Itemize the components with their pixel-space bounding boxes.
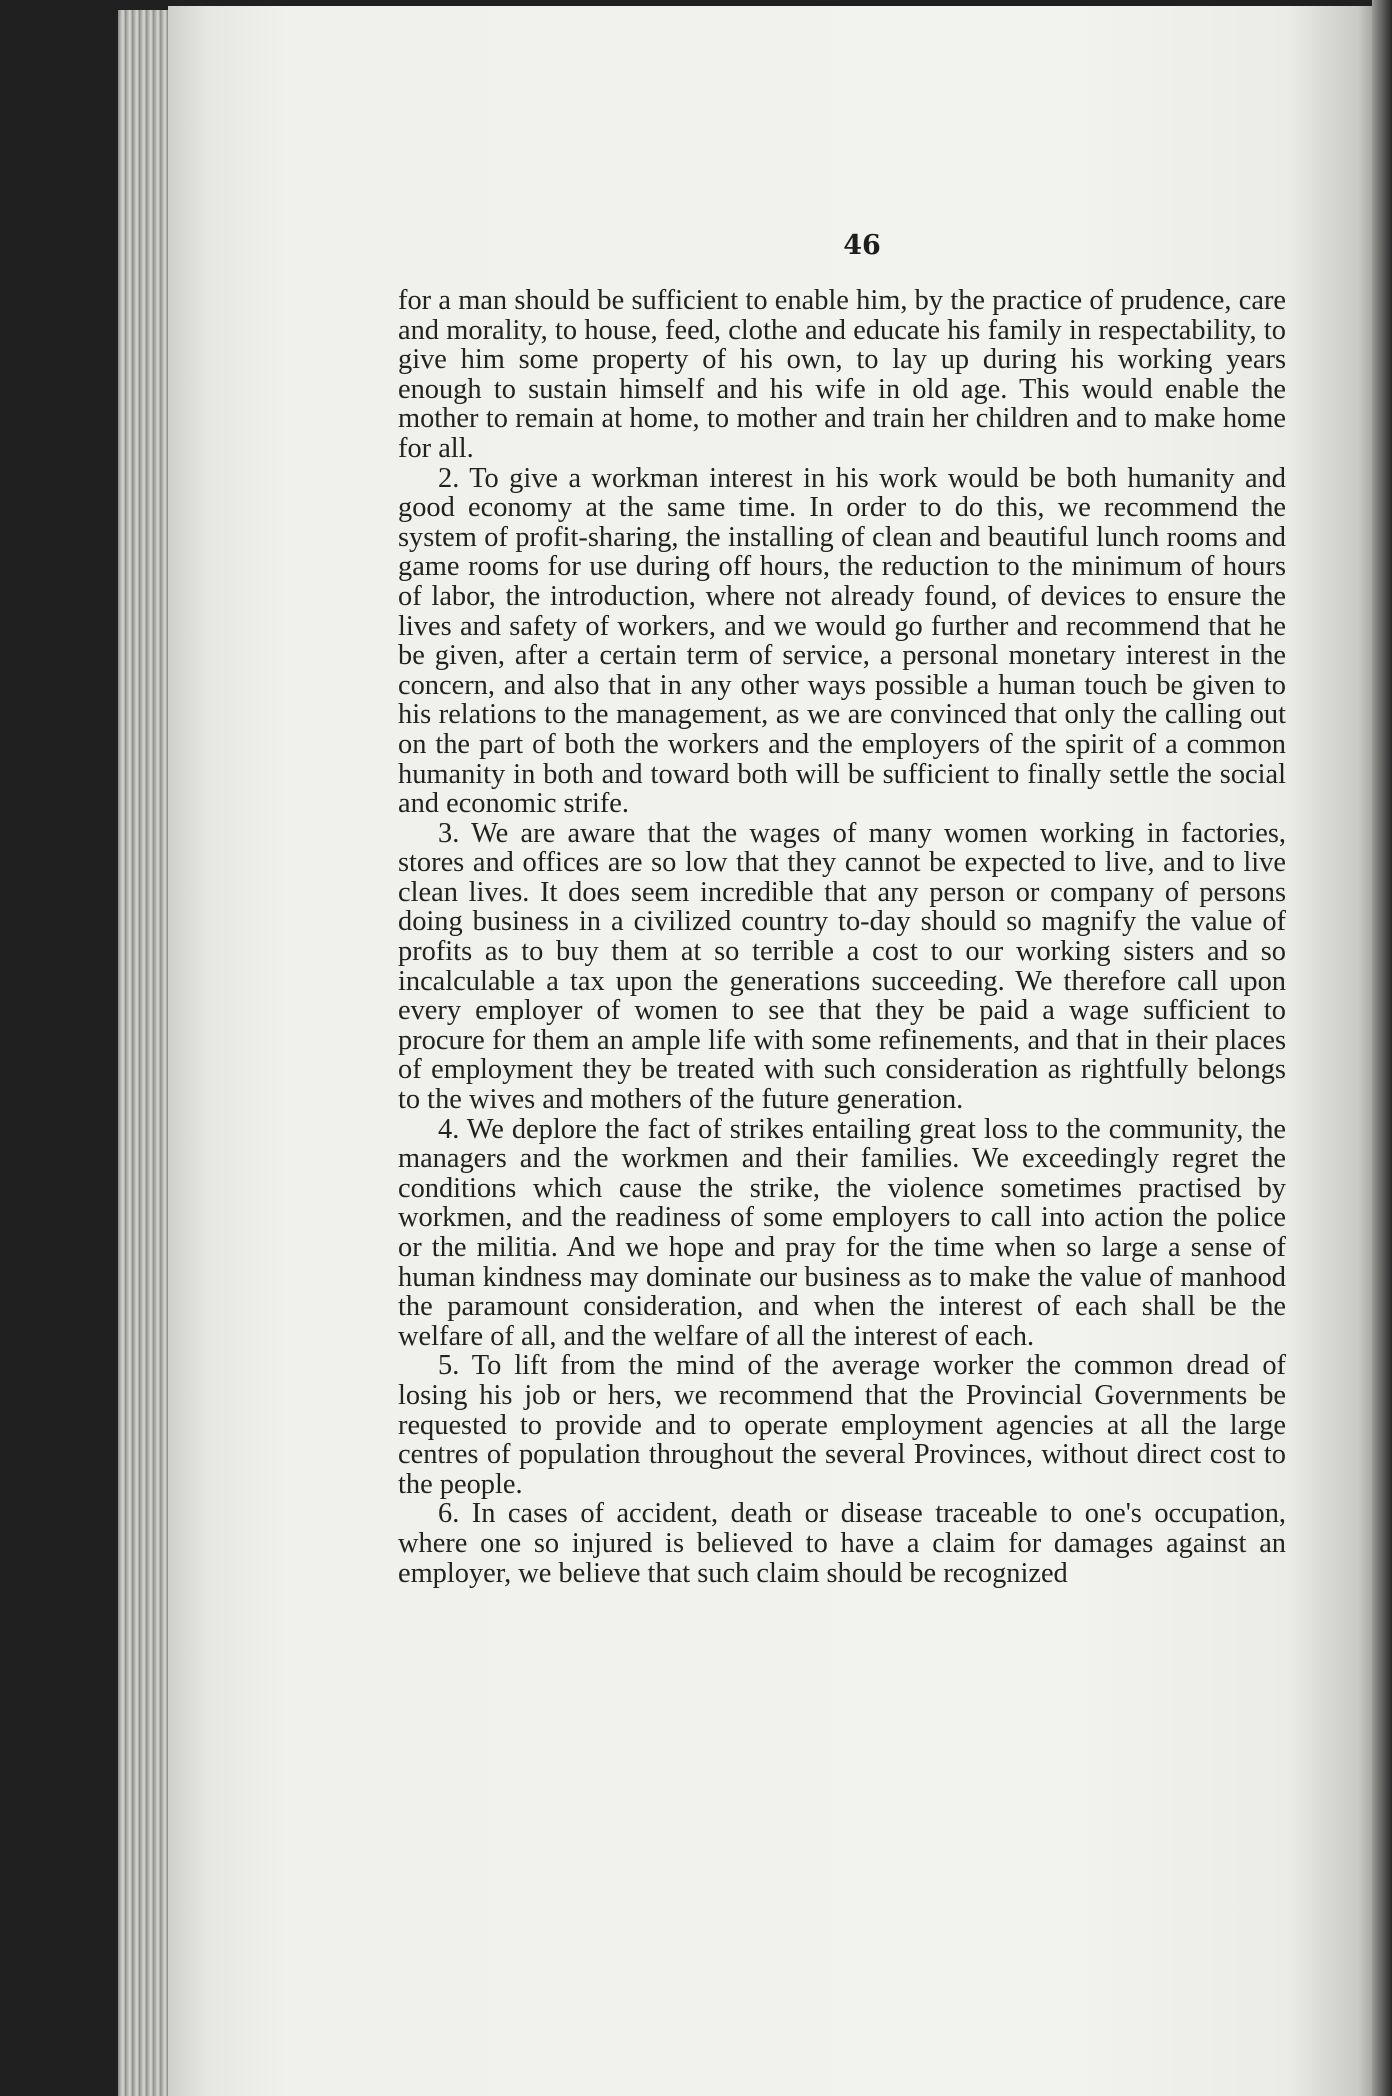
paragraph-item-5: 5. To lift from the mind of the average worker the common dread of losing his job or hers, we recommend that the Provincial Governments be requested to provide and to operate employment agencies at all the large centres of population throughout the several Provinces, without direct cost to the people. bbox=[398, 1350, 1286, 1500]
paragraph-item-6: 6. In cases of accident, death or disease traceable to one's occupation, where one so injured is believed to have a claim for damages against an employer, we believe that such claim should be recognized bbox=[398, 1498, 1286, 1589]
paragraph-item-2: 2. To give a workman interest in his work would be both humanity and good economy at the same time. In order to do this, we recommend the system of profit-sharing, the installing of clean and beautiful lunch rooms and game rooms for use during off hours, the reduction to the minimum of hours of labor, the introduction, where not already found, of devices to ensure the lives and safety of workers, and we would go further and recommend that he be given, after a certain term of service, a personal monetary interest in the concern, and also that in any other ways possible a human touch be given to his relations to the management, as we are convinced that only the calling out on the part of both the workers and the employers of the spirit of a common humanity in both and toward both will be sufficient to finally settle the social and economic strife. bbox=[398, 462, 1286, 820]
page-shadow-edge bbox=[1372, 0, 1392, 2096]
paragraph-item-4: 4. We deplore the fact of strikes entailing great loss to the community, the managers and the workmen and their families. We exceedingly regret the conditions which cause the strike, the violence sometimes practised by workmen, and the readiness of some employers to call into action the police or the militia. And we hope and pray for the time when so large a sense of human kindness may dominate our business as to make the value of manhood the paramount consideration, and when the interest of each shall be the welfare of all, and the welfare of all the interest of each. bbox=[398, 1113, 1286, 1352]
page-number: 46 bbox=[843, 230, 881, 261]
page-body-text bbox=[398, 286, 1286, 1588]
paragraph-item-3: 3. We are aware that the wages of many women working in factories, stores and offices are so low that they cannot be expected to live, and to live clean lives. It does seem incredible that any person or company of persons doing business in a civilized country to-day should so magnify the value of profits as to buy them at so terrible a cost to our working sisters and so incalculable a tax upon the generations succeeding. We therefore call upon every employer of women to see that they be paid a wage sufficient to procure for them an ample life with some refinements, and that in their places of employment they be treated with such consideration as rightfully belongs to the wives and mothers of the future generation. bbox=[398, 817, 1286, 1116]
paragraph-continuation: for a man should be sufficient to enable him, by the practice of prudence, care and morality, to house, feed, clothe and educate his family in respectability, to give him some property of his own, to lay up during his working years enough to sustain himself and his wife in old age. This would enable the mother to remain at home, to mother and train her children and to make home for all. bbox=[398, 285, 1286, 464]
